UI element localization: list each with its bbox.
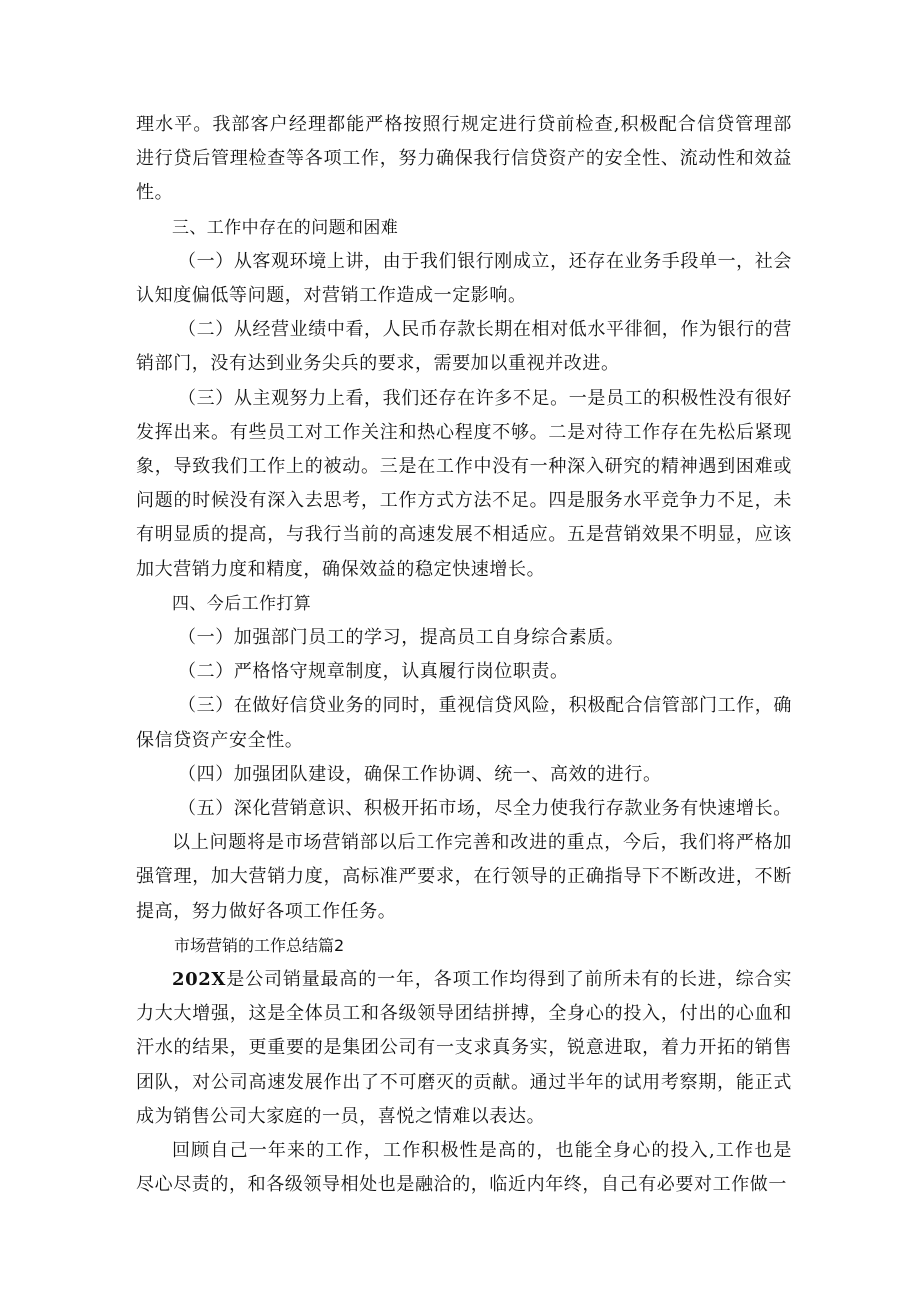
paragraph-plan-1: （一）加强部门员工的学习，提高员工自身综合素质。 bbox=[178, 627, 625, 649]
paragraph-year-summary-text: 是公司销量最高的一年，各项工作均得到了前所未有的长进，综合实力大大增强，这是全体员工和各级领导团结拼搏，全身心的投入，付出的心血和汗水的结果，更重要的是集团公司有一支求真务实，锐意进取，着力开拓的销售团队，对公司高速发展作出了不可磨灭的贡献。通过半年的试用考察期，能正式成为销售公司大家庭的一员，喜悦之情难以表达。 bbox=[136, 969, 792, 1127]
paragraph-credit-management: 理水平。我部客户经理都能严格按照行规定进行贷前检查,积极配合信贷管理部进行贷后管理检查等各项工作，努力确保我行信贷资产的安全性、流动性和效益性。 bbox=[136, 114, 792, 204]
paragraph-plan-4: （四）加强团队建设，确保工作协调、统一、高效的进行。 bbox=[178, 763, 662, 785]
paragraph-problem-1: （一）从客观环境上讲，由于我们银行刚成立，还存在业务手段单一，社会认知度偏低等问题，对营销工作造成一定影响。 bbox=[136, 250, 792, 307]
paragraph-plan-5: （五）深化营销意识、积极开拓市场，尽全力使我行存款业务有快速增长。 bbox=[178, 798, 792, 820]
paragraph-problem-2: （二）从经营业绩中看，人民币存款长期在相对低水平徘徊，作为银行的营销部门，没有达到业务尖兵的要求，需要加以重视并改进。 bbox=[136, 319, 792, 375]
document-body bbox=[136, 108, 792, 1203]
year-label: 202X bbox=[172, 969, 226, 991]
paragraph-year-summary bbox=[136, 963, 792, 1134]
paragraph-review: 回顾自己一年来的工作，工作积极性是高的，也能全身心的投入,工作也是尽心尽责的，和各级领导相处也是融洽的，临近内年终，自己有必要对工作做一 bbox=[136, 1140, 792, 1196]
paragraph-plan-3: （三）在做好信贷业务的同时，重视信贷风险，积极配合信管部门工作，确保信贷资产安全性。 bbox=[136, 695, 792, 751]
heading-problems: 三、工作中存在的问题和困难 bbox=[172, 217, 399, 238]
paragraph-problem-3: （三）从主观努力上看，我们还存在许多不足。一是员工的积极性没有很好发挥出来。有些员工对工作关注和热心程度不够。二是对待工作存在先松后紧现象，导致我们工作上的被动。三是在工作中没有一种深入研究的精神遇到困难或问题的时候没有深入去思考，工作方式方法不足。四是服务水平竞争力不足，未有明显质的提高，与我行当前的高速发展不相适应。五是营销效果不明显，应该加大营销力度和精度，确保效益的稳定快速增长。 bbox=[136, 387, 792, 580]
paragraph-conclusion: 以上问题将是市场营销部以后工作完善和改进的重点，今后，我们将严格加强管理，加大营销力度，高标准严要求，在行领导的正确指导下不断改进，不断提高，努力做好各项工作任务。 bbox=[136, 832, 792, 922]
section-title-part-2: 市场营销的工作总结篇2 bbox=[174, 935, 345, 955]
heading-future-plans: 四、今后工作打算 bbox=[172, 593, 312, 614]
paragraph-plan-2: （二）严格恪守规章制度，认真履行岗位职责。 bbox=[178, 661, 569, 683]
